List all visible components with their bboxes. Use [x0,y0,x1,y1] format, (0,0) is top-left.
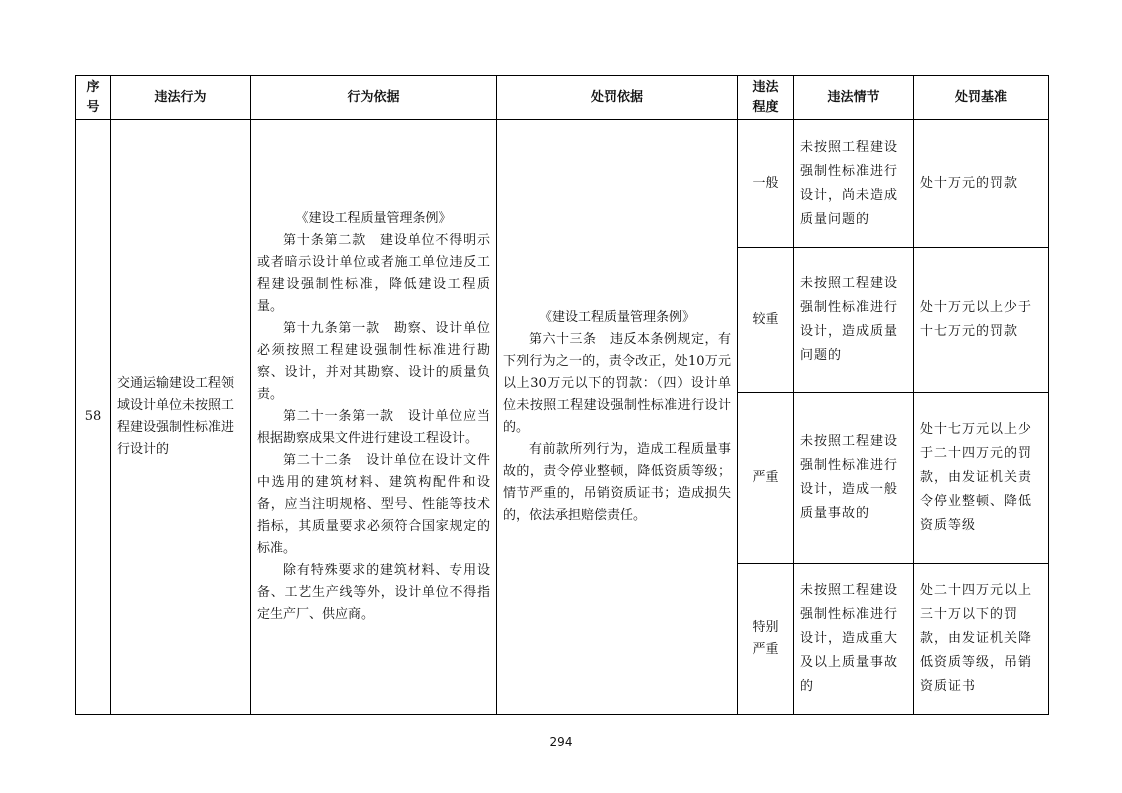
header-circumstance: 违法情节 [794,76,914,120]
page-number: 294 [549,735,573,749]
degree-serious: 较重 [738,248,794,393]
row-seq: 58 [76,120,111,715]
header-basis: 行为依据 [251,76,497,120]
standard-severe: 处十七万元以上少于二十四万元的罚款，由发证机关责令停业整顿、降低资质等级 [914,393,1049,564]
violation-description: 交通运输建设工程领域设计单位未按照工程建设强制性标准进行设计的 [111,120,251,715]
penalty-table [75,75,1049,715]
legal-basis [251,120,497,715]
basis-paragraph: 第二十一条第一款 设计单位应当根据勘察成果文件进行建设工程设计。 [257,409,490,446]
table-header-row [76,76,1049,120]
degree-general: 一般 [738,120,794,248]
header-seq: 序号 [76,76,111,120]
degree-severe: 严重 [738,393,794,564]
basis-paragraph: 第十九条第一款 勘察、设计单位必须按照工程建设强制性标准进行勘察、设计，并对其勘察、设计的质量负责。 [257,321,490,402]
basis-paragraph: 除有特殊要求的建筑材料、专用设备、工艺生产线等外，设计单位不得指定生产厂、供应商。 [257,563,490,622]
table-row [76,120,1049,248]
penalty-basis [497,120,738,715]
standard-especially-severe: 处二十四万元以上三十万以下的罚款，由发证机关降低资质等级，吊销资质证书 [914,564,1049,715]
header-penalty-basis: 处罚依据 [497,76,738,120]
circumstance-serious: 未按照工程建设强制性标准进行设计，造成质量问题的 [794,248,914,393]
circumstance-severe: 未按照工程建设强制性标准进行设计，造成一般质量事故的 [794,393,914,564]
basis-paragraph: 第二十二条 设计单位在设计文件中选用的建筑材料、建筑构配件和设备，应当注明规格、型号、性能等技术指标，其质量要求必须符合国家规定的标准。 [257,453,490,556]
basis-paragraph: 第十条第二款 建设单位不得明示或者暗示设计单位或者施工单位违反工程建设强制性标准，降低建设工程质量。 [257,233,490,314]
penalty-basis-paragraph: 第六十三条 违反本条例规定，有下列行为之一的，责令改正，处10万元以上30万元以下的罚款：（四）设计单位未按照工程建设强制性标准进行设计的。 [503,332,731,435]
header-violation: 违法行为 [111,76,251,120]
header-degree: 违法程度 [738,76,794,120]
basis-title: 《建设工程质量管理条例》 [295,211,452,226]
penalty-basis-paragraph: 有前款所列行为，造成工程质量事故的，责令停业整顿，降低资质等级；情节严重的，吊销资质证书；造成损失的，依法承担赔偿责任。 [503,442,731,523]
degree-especially-severe: 特别严重 [738,564,794,715]
standard-general: 处十万元的罚款 [914,120,1049,248]
circumstance-general: 未按照工程建设强制性标准进行设计，尚未造成质量问题的 [794,120,914,248]
header-standard: 处罚基准 [914,76,1049,120]
standard-serious: 处十万元以上少于十七万元的罚款 [914,248,1049,393]
circumstance-especially-severe: 未按照工程建设强制性标准进行设计，造成重大及以上质量事故的 [794,564,914,715]
penalty-basis-title: 《建设工程质量管理条例》 [538,310,695,325]
